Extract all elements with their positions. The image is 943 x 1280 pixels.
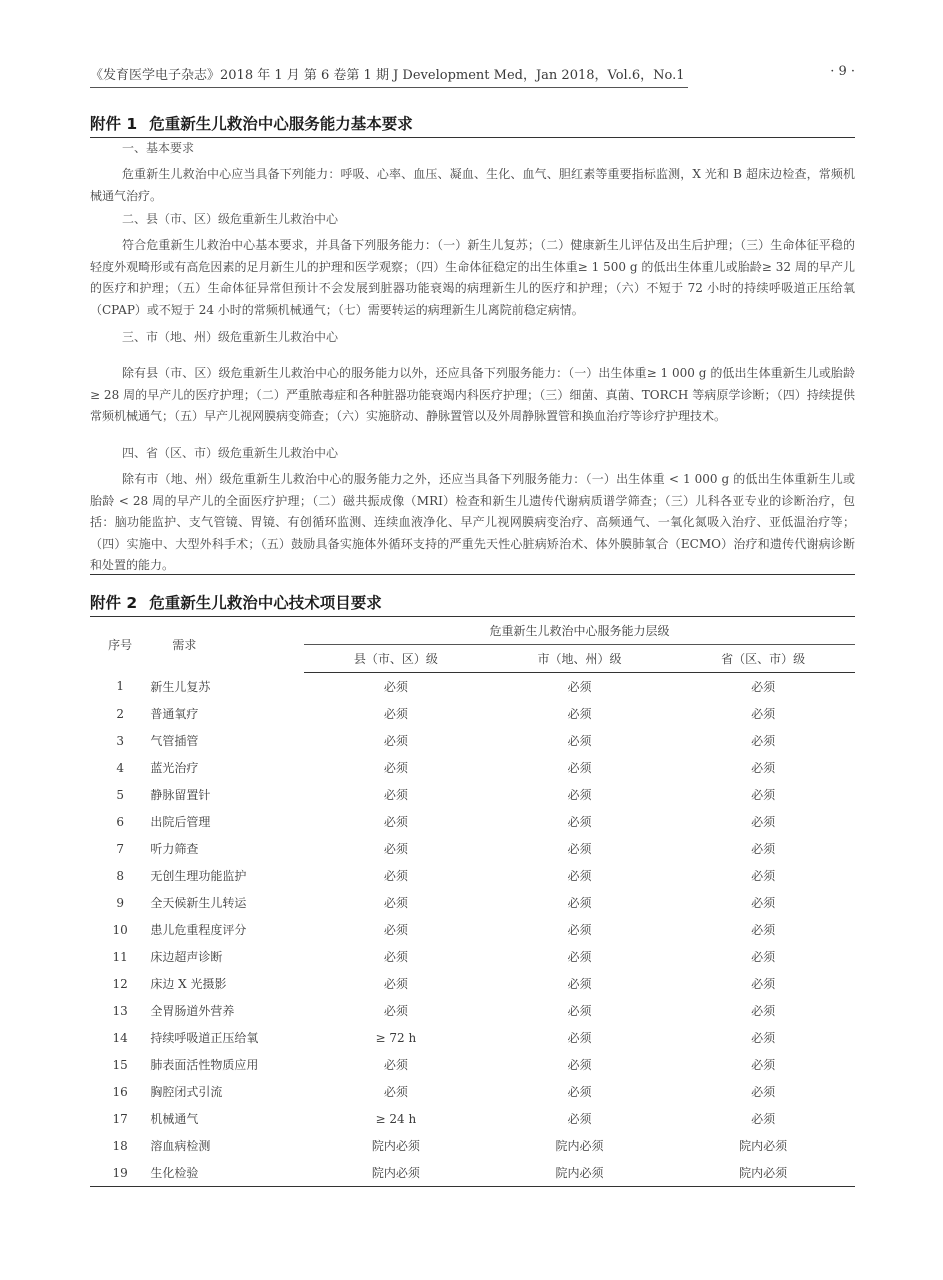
cell-city: 必须 [567, 977, 592, 991]
row-number: 10 [112, 922, 128, 937]
section-heading: 二、县（市、区）级危重新生儿救治中心 [122, 212, 339, 226]
table-row [90, 1105, 855, 1132]
section-text: 符合危重新生儿救治中心基本要求，并具备下列服务能力：（一）新生儿复苏；（二）健康新生儿评估及出生后护理；（三）生命体征平稳的轻度外观畸形或有高危因素的足月新生儿的护理和医学观察；（四）生命体征稳定的出生体重≥ 1 500 g 的低出生体重儿或胎龄≥ 32 周的早产儿的医疗和护理；（五）生命体征异常但预计不会发展到脏器功能衰竭的病理新生儿的医疗和护理；（六）不短于 72 小时的持续呼吸道正压给氧（CPAP）或不短于 24 小时的常频机械通气；（七）需要转运的病理新生儿离院前稳定病情。 [90, 238, 855, 317]
cell-county: 必须 [383, 842, 408, 856]
row-number: 8 [116, 868, 124, 883]
row-requirement: 生化检验 [150, 1159, 304, 1187]
cell-county: 必须 [383, 923, 408, 937]
cell-province: 必须 [751, 734, 776, 748]
cell-county: 必须 [383, 977, 408, 991]
table-row [90, 1078, 855, 1105]
cell-province: 院内必须 [671, 1159, 855, 1187]
appendix2-title [90, 591, 855, 617]
cell-province: 必须 [751, 788, 776, 802]
technical-requirements-table [90, 617, 855, 1187]
cell-province: 必须 [751, 1112, 776, 1126]
cell-county: 必须 [383, 1085, 408, 1099]
cell-province: 必须 [751, 842, 776, 856]
table-row [90, 835, 855, 862]
section-heading: 三、市（地、州）级危重新生儿救治中心 [122, 330, 339, 344]
row-number: 9 [116, 895, 124, 910]
table-row [90, 970, 855, 997]
row-requirement: 床边超声诊断 [150, 950, 223, 964]
col-header-requirement: 需求 [172, 638, 197, 653]
cell-city: 必须 [567, 1112, 592, 1126]
row-requirement: 听力筛查 [150, 842, 199, 856]
table-row [90, 943, 855, 970]
row-requirement: 新生儿复苏 [150, 679, 211, 694]
cell-province: 必须 [751, 869, 776, 883]
row-requirement: 静脉留置针 [150, 788, 211, 802]
row-requirement: 机械通气 [150, 1112, 199, 1126]
section-text: 除有县（市、区）级危重新生儿救治中心的服务能力以外，还应具备下列服务能力：（一）出生体重≥ 1 000 g 的低出生体重新生儿或胎龄≥ 28 周的早产儿的医疗护理；（二）严重脓毒症和各种脏器功能衰竭内科医疗护理；（三）细菌、真菌、TORCH 等病原学诊断；（四）持续提供常频机械通气；（五）早产儿视网膜病变筛查；（六）实施脐动、静脉置管以及外周静脉置管和换血治疗等诊疗护理技术。 [90, 366, 855, 423]
row-number: 14 [112, 1030, 128, 1045]
cell-province: 必须 [751, 680, 776, 694]
appendix1-title [90, 112, 855, 138]
col-group-header: 危重新生儿救治中心服务能力层级 [304, 617, 855, 645]
row-requirement: 气管插管 [150, 734, 199, 748]
cell-city: 必须 [567, 1031, 592, 1045]
row-requirement: 出院后管理 [150, 815, 211, 829]
cell-county: 必须 [383, 1058, 408, 1072]
cell-province: 必须 [751, 1031, 776, 1045]
cell-county: 必须 [383, 896, 408, 910]
cell-county: 必须 [383, 734, 408, 748]
row-number: 18 [112, 1138, 128, 1153]
table-row [90, 727, 855, 754]
row-requirement: 患儿危重程度评分 [150, 923, 247, 937]
cell-province: 必须 [751, 977, 776, 991]
cell-city: 必须 [567, 1058, 592, 1072]
cell-city: 必须 [567, 896, 592, 910]
table-row [90, 1159, 855, 1187]
row-requirement: 胸腔闭式引流 [150, 1085, 223, 1099]
cell-city: 必须 [567, 815, 592, 829]
row-number: 19 [90, 1159, 150, 1187]
cell-city: 院内必须 [488, 1159, 672, 1187]
appendix2-title-text: 危重新生儿救治中心技术项目要求 [149, 594, 382, 612]
row-requirement: 普通氧疗 [150, 707, 199, 721]
table-row [90, 1051, 855, 1078]
cell-city: 必须 [567, 950, 592, 964]
row-number: 6 [116, 814, 124, 829]
row-number: 1 [116, 679, 124, 694]
col-header-no: 序号 [108, 638, 133, 653]
section-text: 除有市（地、州）级危重新生儿救治中心的服务能力之外，还应当具备下列服务能力：（一）出生体重 < 1 000 g 的低出生体重新生儿或胎龄 < 28 周的早产儿的全面医疗护理；（二）磁共振成像（MRI）检查和新生儿遗传代谢病质谱学筛查；（三）儿科各亚专业的诊断治疗，包括：脑功能监护、支气管镜、胃镜、有创循环监测、连续血液净化、早产儿视网膜病变治疗、高频通气、一氧化氮吸入治疗、亚低温治疗等；（四）实施中、大型外科手术；（五）鼓励具备实施体外循环支持的严重先天性心脏病矫治术、体外膜肺氧合（ECMO）治疗和遗传代谢病诊断和处置的能力。 [90, 472, 855, 572]
page-number: · 9 · [830, 64, 855, 79]
row-requirement: 持续呼吸道正压给氧 [150, 1031, 259, 1045]
section-text: 危重新生儿救治中心应当具备下列能力：呼吸、心率、血压、凝血、生化、血气、胆红素等重要指标监测，X 光和 B 超床边检查，常频机械通气治疗。 [90, 167, 855, 203]
cell-city: 必须 [567, 788, 592, 802]
cell-city: 院内必须 [555, 1139, 604, 1153]
cell-county: 必须 [383, 1004, 408, 1018]
row-requirement: 全天候新生儿转运 [150, 896, 247, 910]
cell-county: 必须 [383, 680, 408, 694]
table-row [90, 781, 855, 808]
table-row [90, 889, 855, 916]
section-city [90, 328, 855, 428]
cell-city: 必须 [567, 869, 592, 883]
col-header-county: 县（市、区）级 [304, 645, 488, 673]
row-requirement: 溶血病检测 [150, 1139, 211, 1153]
row-number: 17 [112, 1111, 128, 1126]
section-county [90, 210, 855, 321]
cell-county: 必须 [383, 950, 408, 964]
cell-province: 必须 [751, 1085, 776, 1099]
cell-province: 必须 [751, 896, 776, 910]
cell-county: 必须 [383, 761, 408, 775]
cell-city: 必须 [567, 680, 592, 694]
section-basic [90, 139, 855, 207]
cell-city: 必须 [567, 1085, 592, 1099]
cell-county: 必须 [383, 815, 408, 829]
cell-province: 必须 [751, 1004, 776, 1018]
cell-county: ≥ 72 h [375, 1030, 417, 1045]
cell-province: 必须 [751, 815, 776, 829]
row-number: 11 [112, 949, 128, 964]
cell-city: 必须 [567, 707, 592, 721]
row-number: 5 [116, 787, 124, 802]
table-row [90, 862, 855, 889]
cell-province: 必须 [751, 923, 776, 937]
running-header [90, 62, 855, 86]
row-requirement: 全胃肠道外营养 [150, 1004, 235, 1018]
section-heading: 一、基本要求 [122, 141, 195, 155]
row-requirement: 肺表面活性物质应用 [150, 1058, 259, 1072]
appendix1-end-rule [90, 574, 855, 575]
row-requirement: 床边 X 光摄影 [150, 977, 227, 991]
table-row [90, 1024, 855, 1051]
appendix1-tag: 附件 1 [90, 115, 138, 133]
col-header-city: 市（地、州）级 [488, 645, 672, 673]
cell-province: 院内必须 [739, 1139, 788, 1153]
row-number: 7 [116, 841, 124, 856]
appendix1-title-text: 危重新生儿救治中心服务能力基本要求 [149, 115, 413, 133]
cell-province: 必须 [751, 707, 776, 721]
row-number: 4 [116, 760, 124, 775]
appendix2-tag: 附件 2 [90, 594, 138, 612]
section-province [90, 444, 855, 577]
col-header-province: 省（区、市）级 [671, 645, 855, 673]
table-row [90, 700, 855, 727]
row-requirement: 蓝光治疗 [150, 761, 199, 775]
cell-province: 必须 [751, 1058, 776, 1072]
cell-city: 必须 [567, 761, 592, 775]
cell-province: 必须 [751, 950, 776, 964]
cell-county: 院内必须 [371, 1139, 420, 1153]
row-number: 2 [116, 706, 124, 721]
row-requirement: 无创生理功能监护 [150, 869, 247, 883]
cell-county: 必须 [383, 707, 408, 721]
section-heading: 四、省（区、市）级危重新生儿救治中心 [122, 446, 339, 460]
cell-province: 必须 [751, 761, 776, 775]
row-number: 3 [116, 733, 124, 748]
row-number: 12 [112, 976, 128, 991]
row-number: 13 [112, 1003, 128, 1018]
row-number: 16 [112, 1084, 128, 1099]
table-row [90, 997, 855, 1024]
cell-city: 必须 [567, 923, 592, 937]
cell-city: 必须 [567, 734, 592, 748]
table-row [90, 808, 855, 835]
cell-city: 必须 [567, 842, 592, 856]
table-row [90, 916, 855, 943]
cell-county: 必须 [383, 869, 408, 883]
table-row [90, 754, 855, 781]
table-row [90, 673, 855, 701]
table-row [90, 1132, 855, 1159]
cell-city: 必须 [567, 1004, 592, 1018]
journal-citation: 《发育医学电子杂志》2018 年 1 月 第 6 卷第 1 期 J Development Med，Jan 2018，Vol.6，No.1 [90, 64, 688, 88]
cell-county: 院内必须 [304, 1159, 488, 1187]
row-number: 15 [112, 1057, 128, 1072]
cell-county: ≥ 24 h [375, 1111, 417, 1126]
cell-county: 必须 [383, 788, 408, 802]
